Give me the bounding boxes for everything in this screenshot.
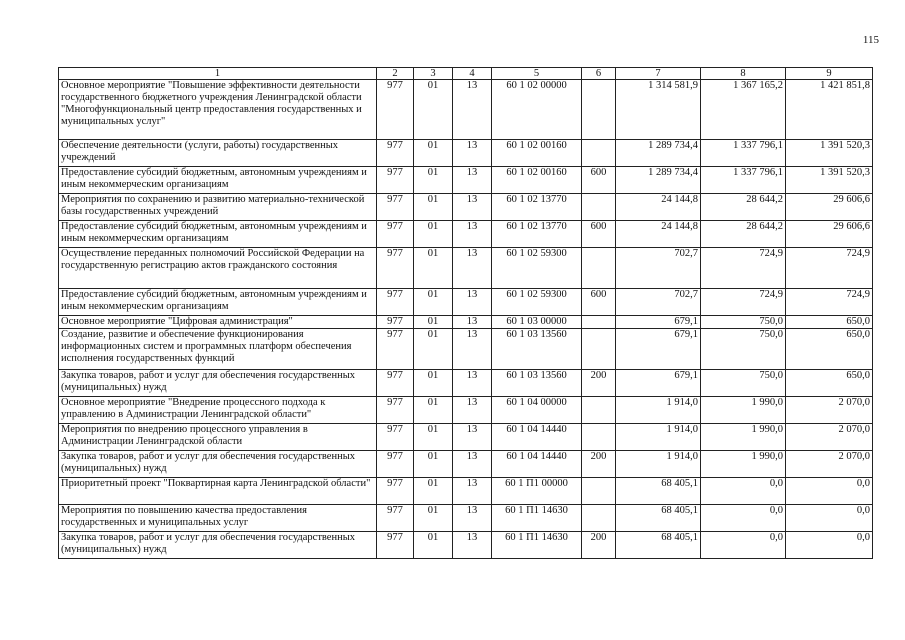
row-name-cell: Обеспечение деятельности (услуги, работы) государственных учреждений <box>59 140 377 167</box>
target-article-cell: 60 1 04 14440 <box>492 424 582 451</box>
table-row <box>59 316 873 329</box>
table-row <box>59 289 873 316</box>
subsection-code-cell: 13 <box>453 397 492 424</box>
subsection-code-cell: 13 <box>453 424 492 451</box>
amount-year3-cell: 650,0 <box>786 329 873 370</box>
row-name-cell: Осуществление переданных полномочий Российской Федерации на государственную регистрацию актов гражданского состояния <box>59 248 377 289</box>
row-name-cell: Мероприятия по повышению качества предоставления государственных и муниципальных услуг <box>59 505 377 532</box>
expense-type-cell <box>582 194 616 221</box>
amount-year2-cell: 0,0 <box>701 532 786 559</box>
table-row <box>59 140 873 167</box>
expense-type-cell <box>582 329 616 370</box>
expense-type-cell: 600 <box>582 289 616 316</box>
subsection-code-cell: 13 <box>453 451 492 478</box>
amount-year1-cell: 679,1 <box>616 370 701 397</box>
amount-year1-cell: 1 914,0 <box>616 397 701 424</box>
target-article-cell: 60 1 П1 14630 <box>492 505 582 532</box>
table-row <box>59 248 873 289</box>
column-header-2: 2 <box>377 68 414 80</box>
budget-table <box>58 67 873 559</box>
ministry-code-cell: 977 <box>377 167 414 194</box>
amount-year2-cell: 1 990,0 <box>701 424 786 451</box>
subsection-code-cell: 13 <box>453 532 492 559</box>
amount-year2-cell: 28 644,2 <box>701 194 786 221</box>
amount-year1-cell: 702,7 <box>616 248 701 289</box>
amount-year1-cell: 679,1 <box>616 316 701 329</box>
expense-type-cell: 200 <box>582 370 616 397</box>
amount-year2-cell: 0,0 <box>701 505 786 532</box>
ministry-code-cell: 977 <box>377 221 414 248</box>
expense-type-cell <box>582 140 616 167</box>
subsection-code-cell: 13 <box>453 221 492 248</box>
ministry-code-cell: 977 <box>377 370 414 397</box>
table-row <box>59 167 873 194</box>
row-name-cell: Закупка товаров, работ и услуг для обеспечения государственных (муниципальных) нужд <box>59 370 377 397</box>
amount-year1-cell: 68 405,1 <box>616 532 701 559</box>
target-article-cell: 60 1 03 13560 <box>492 329 582 370</box>
table-header-row <box>59 68 873 80</box>
amount-year2-cell: 28 644,2 <box>701 221 786 248</box>
target-article-cell: 60 1 04 00000 <box>492 397 582 424</box>
amount-year1-cell: 24 144,8 <box>616 221 701 248</box>
row-name-cell: Предоставление субсидий бюджетным, автономным учреждениям и иным некоммерческим организациям <box>59 289 377 316</box>
ministry-code-cell: 977 <box>377 289 414 316</box>
table-row <box>59 451 873 478</box>
subsection-code-cell: 13 <box>453 194 492 221</box>
amount-year1-cell: 702,7 <box>616 289 701 316</box>
amount-year2-cell: 724,9 <box>701 248 786 289</box>
amount-year1-cell: 24 144,8 <box>616 194 701 221</box>
expense-type-cell <box>582 478 616 505</box>
table-row <box>59 532 873 559</box>
table-row <box>59 370 873 397</box>
column-header-5: 5 <box>492 68 582 80</box>
target-article-cell: 60 1 02 13770 <box>492 194 582 221</box>
ministry-code-cell: 977 <box>377 478 414 505</box>
amount-year1-cell: 1 914,0 <box>616 451 701 478</box>
ministry-code-cell: 977 <box>377 140 414 167</box>
amount-year2-cell: 1 990,0 <box>701 397 786 424</box>
row-name-cell: Закупка товаров, работ и услуг для обеспечения государственных (муниципальных) нужд <box>59 532 377 559</box>
amount-year2-cell: 750,0 <box>701 329 786 370</box>
column-header-7: 7 <box>616 68 701 80</box>
ministry-code-cell: 977 <box>377 316 414 329</box>
section-code-cell: 01 <box>414 221 453 248</box>
column-header-8: 8 <box>701 68 786 80</box>
ministry-code-cell: 977 <box>377 329 414 370</box>
row-name-cell: Основное мероприятие "Внедрение процессного подхода к управлению в Администрации Ленинградской области" <box>59 397 377 424</box>
amount-year2-cell: 724,9 <box>701 289 786 316</box>
section-code-cell: 01 <box>414 194 453 221</box>
amount-year3-cell: 0,0 <box>786 532 873 559</box>
amount-year2-cell: 1 990,0 <box>701 451 786 478</box>
expense-type-cell <box>582 505 616 532</box>
amount-year3-cell: 29 606,6 <box>786 194 873 221</box>
section-code-cell: 01 <box>414 451 453 478</box>
target-article-cell: 60 1 П1 00000 <box>492 478 582 505</box>
amount-year3-cell: 650,0 <box>786 370 873 397</box>
section-code-cell: 01 <box>414 505 453 532</box>
row-name-cell: Закупка товаров, работ и услуг для обеспечения государственных (муниципальных) нужд <box>59 451 377 478</box>
amount-year2-cell: 750,0 <box>701 370 786 397</box>
section-code-cell: 01 <box>414 424 453 451</box>
section-code-cell: 01 <box>414 289 453 316</box>
section-code-cell: 01 <box>414 167 453 194</box>
ministry-code-cell: 977 <box>377 532 414 559</box>
table-body <box>59 80 873 559</box>
column-header-6: 6 <box>582 68 616 80</box>
subsection-code-cell: 13 <box>453 167 492 194</box>
target-article-cell: 60 1 02 59300 <box>492 248 582 289</box>
amount-year3-cell: 1 391 520,3 <box>786 167 873 194</box>
amount-year3-cell: 2 070,0 <box>786 451 873 478</box>
expense-type-cell: 200 <box>582 451 616 478</box>
ministry-code-cell: 977 <box>377 80 414 140</box>
amount-year1-cell: 1 314 581,9 <box>616 80 701 140</box>
expense-type-cell <box>582 248 616 289</box>
section-code-cell: 01 <box>414 140 453 167</box>
expense-type-cell: 200 <box>582 532 616 559</box>
target-article-cell: 60 1 П1 14630 <box>492 532 582 559</box>
table-row <box>59 505 873 532</box>
section-code-cell: 01 <box>414 80 453 140</box>
expense-type-cell <box>582 316 616 329</box>
target-article-cell: 60 1 02 59300 <box>492 289 582 316</box>
target-article-cell: 60 1 02 13770 <box>492 221 582 248</box>
amount-year3-cell: 29 606,6 <box>786 221 873 248</box>
amount-year3-cell: 2 070,0 <box>786 424 873 451</box>
amount-year2-cell: 0,0 <box>701 478 786 505</box>
amount-year3-cell: 1 421 851,8 <box>786 80 873 140</box>
row-name-cell: Основное мероприятие "Повышение эффективности деятельности государственного бюджетного учреждения Ленинградской области "Многофункциональный центр предоставления государственных и муниципальных услуг" <box>59 80 377 140</box>
subsection-code-cell: 13 <box>453 316 492 329</box>
table-row <box>59 478 873 505</box>
amount-year2-cell: 1 337 796,1 <box>701 167 786 194</box>
section-code-cell: 01 <box>414 329 453 370</box>
section-code-cell: 01 <box>414 397 453 424</box>
table-row <box>59 221 873 248</box>
amount-year1-cell: 1 289 734,4 <box>616 140 701 167</box>
ministry-code-cell: 977 <box>377 397 414 424</box>
row-name-cell: Предоставление субсидий бюджетным, автономным учреждениям и иным некоммерческим организациям <box>59 167 377 194</box>
target-article-cell: 60 1 02 00000 <box>492 80 582 140</box>
expense-type-cell <box>582 424 616 451</box>
expense-type-cell: 600 <box>582 221 616 248</box>
subsection-code-cell: 13 <box>453 478 492 505</box>
amount-year1-cell: 68 405,1 <box>616 478 701 505</box>
row-name-cell: Предоставление субсидий бюджетным, автономным учреждениям и иным некоммерческим организациям <box>59 221 377 248</box>
subsection-code-cell: 13 <box>453 248 492 289</box>
amount-year3-cell: 650,0 <box>786 316 873 329</box>
target-article-cell: 60 1 04 14440 <box>492 451 582 478</box>
expense-type-cell <box>582 80 616 140</box>
subsection-code-cell: 13 <box>453 140 492 167</box>
amount-year3-cell: 724,9 <box>786 289 873 316</box>
amount-year2-cell: 1 367 165,2 <box>701 80 786 140</box>
section-code-cell: 01 <box>414 248 453 289</box>
table-row <box>59 424 873 451</box>
row-name-cell: Мероприятия по внедрению процессного управления в Администрации Ленинградской области <box>59 424 377 451</box>
row-name-cell: Приоритетный проект "Поквартирная карта Ленинградской области" <box>59 478 377 505</box>
section-code-cell: 01 <box>414 478 453 505</box>
expense-type-cell <box>582 397 616 424</box>
section-code-cell: 01 <box>414 316 453 329</box>
subsection-code-cell: 13 <box>453 370 492 397</box>
ministry-code-cell: 977 <box>377 194 414 221</box>
amount-year3-cell: 2 070,0 <box>786 397 873 424</box>
table-row <box>59 397 873 424</box>
row-name-cell: Основное мероприятие "Цифровая администрация" <box>59 316 377 329</box>
target-article-cell: 60 1 03 13560 <box>492 370 582 397</box>
row-name-cell: Мероприятия по сохранению и развитию материально-технической базы государственных учреждений <box>59 194 377 221</box>
target-article-cell: 60 1 03 00000 <box>492 316 582 329</box>
target-article-cell: 60 1 02 00160 <box>492 140 582 167</box>
target-article-cell: 60 1 02 00160 <box>492 167 582 194</box>
subsection-code-cell: 13 <box>453 329 492 370</box>
column-header-4: 4 <box>453 68 492 80</box>
ministry-code-cell: 977 <box>377 505 414 532</box>
amount-year1-cell: 1 914,0 <box>616 424 701 451</box>
section-code-cell: 01 <box>414 370 453 397</box>
amount-year3-cell: 724,9 <box>786 248 873 289</box>
column-header-9: 9 <box>786 68 873 80</box>
table-row <box>59 80 873 140</box>
amount-year1-cell: 1 289 734,4 <box>616 167 701 194</box>
ministry-code-cell: 977 <box>377 451 414 478</box>
amount-year3-cell: 1 391 520,3 <box>786 140 873 167</box>
subsection-code-cell: 13 <box>453 505 492 532</box>
table-row <box>59 329 873 370</box>
row-name-cell: Создание, развитие и обеспечение функционирования информационных систем и программных платформ обеспечения исполнения государственных функций <box>59 329 377 370</box>
column-header-3: 3 <box>414 68 453 80</box>
amount-year2-cell: 750,0 <box>701 316 786 329</box>
amount-year1-cell: 68 405,1 <box>616 505 701 532</box>
column-header-1: 1 <box>59 68 377 80</box>
subsection-code-cell: 13 <box>453 80 492 140</box>
ministry-code-cell: 977 <box>377 424 414 451</box>
table-row <box>59 194 873 221</box>
page-number: 115 <box>862 34 879 46</box>
section-code-cell: 01 <box>414 532 453 559</box>
ministry-code-cell: 977 <box>377 248 414 289</box>
amount-year3-cell: 0,0 <box>786 478 873 505</box>
expense-type-cell: 600 <box>582 167 616 194</box>
amount-year1-cell: 679,1 <box>616 329 701 370</box>
amount-year3-cell: 0,0 <box>786 505 873 532</box>
amount-year2-cell: 1 337 796,1 <box>701 140 786 167</box>
subsection-code-cell: 13 <box>453 289 492 316</box>
